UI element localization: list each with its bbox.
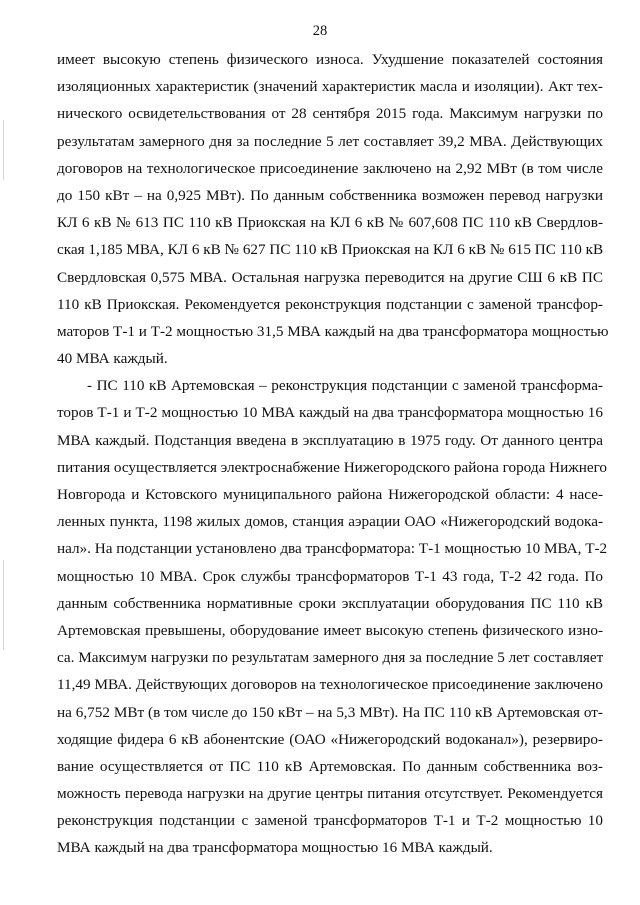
scan-edge-mark	[3, 560, 4, 650]
text-line: можность перевода нагрузки на другие центры питания отсутствует. Рекомендуется	[57, 785, 603, 803]
text-line: ходящие фидера 6 кВ абонентские (ОАО «Нижегородский водоканал»), резервиро-	[57, 730, 603, 748]
text-line: реконструкция подстанции с заменой трансформаторов Т-1 и Т-2 мощностью 10	[57, 812, 603, 830]
text-line: вание осуществляется от ПС 110 кВ Артемовская. По данным собственника воз-	[57, 757, 603, 775]
text-line: МВА каждый на два трансформатора мощностью 16 МВА каждый.	[57, 839, 493, 857]
text-line: 110 кВ Приокская. Рекомендуется реконструкция подстанции с заменой трансфор-	[57, 295, 603, 313]
text-line: 11,49 МВА. Действующих договоров на технологическое присоединение заключено	[57, 676, 603, 694]
text-line: мощностью 10 МВА. Срок службы трансформаторов Т-1 43 года, Т-2 42 года. По	[57, 567, 603, 585]
text-line: на 6,752 МВт (в том числе до 150 кВт – на 5,3 МВт). На ПС 110 кВ Артемовская от-	[57, 703, 603, 721]
text-line: до 150 кВт – на 0,925 МВт). По данным собственника возможен перевод нагрузки	[57, 186, 603, 204]
document-body	[57, 46, 609, 862]
text-line: КЛ 6 кВ № 613 ПС 110 кВ Приокская на КЛ 6 кВ № 607,608 ПС 110 кВ Свердлов-	[57, 214, 603, 232]
scan-edge-mark	[3, 120, 4, 180]
text-line: торов Т-1 и Т-2 мощностью 10 МВА каждый на два трансформатора мощностью 16	[57, 404, 603, 422]
text-line: МВА каждый. Подстанция введена в эксплуатацию в 1975 году. От данного центра	[57, 431, 603, 449]
text-line: договоров на технологическое присоединение заключено на 2,92 МВт (в том числе	[57, 159, 603, 177]
text-line: 40 МВА каждый.	[57, 350, 168, 368]
paragraph-2	[57, 372, 608, 861]
text-line: результатам замерного дня за последние 5 лет составляет 39,2 МВА. Действующих	[57, 132, 603, 150]
text-line: са. Максимум нагрузки по результатам замерного дня за последние 5 лет составляет	[57, 649, 604, 667]
text-line: маторов Т-1 и Т-2 мощностью 31,5 МВА каждый на два трансформатора мощностью	[57, 322, 609, 340]
paragraph-1	[57, 46, 609, 372]
text-line: нал». На подстанции установлено два трансформатора: Т-1 мощностью 10 МВА, Т-2	[57, 540, 608, 558]
text-line: Артемовская превышены, оборудование имеет высокую степень физического изно-	[57, 621, 603, 639]
text-line: - ПС 110 кВ Артемовская – реконструкция подстанции с заменой трансформа-	[87, 377, 603, 395]
text-line: ская 1,185 МВА, КЛ 6 кВ № 627 ПС 110 кВ Приокская на КЛ 6 кВ № 615 ПС 110 кВ	[57, 241, 604, 259]
text-line: данным собственника нормативные сроки эксплуатации оборудования ПС 110 кВ	[57, 594, 603, 612]
text-line: питания осуществляется электроснабжение Нижегородского района города Нижнего	[57, 458, 608, 476]
text-line: ленных пункта, 1198 жилых домов, станция аэрации ОАО «Нижегородский водока-	[57, 513, 603, 531]
text-line: имеет высокую степень физического износа. Ухудшение показателей состояния	[57, 51, 603, 68]
page-number: 28	[312, 23, 328, 39]
text-line: Свердловская 0,575 МВА. Остальная нагрузка переводится на другие СШ 6 кВ ПС	[57, 268, 603, 286]
text-line: изоляционных характеристик (значений характеристик масла и изоляции). Акт тех-	[57, 78, 603, 96]
text-line: нического освидетельствования от 28 сентября 2015 года. Максимум нагрузки по	[57, 105, 603, 123]
text-line: Новгорода и Кстовского муниципального района Нижегородской области: 4 насе-	[57, 486, 603, 503]
